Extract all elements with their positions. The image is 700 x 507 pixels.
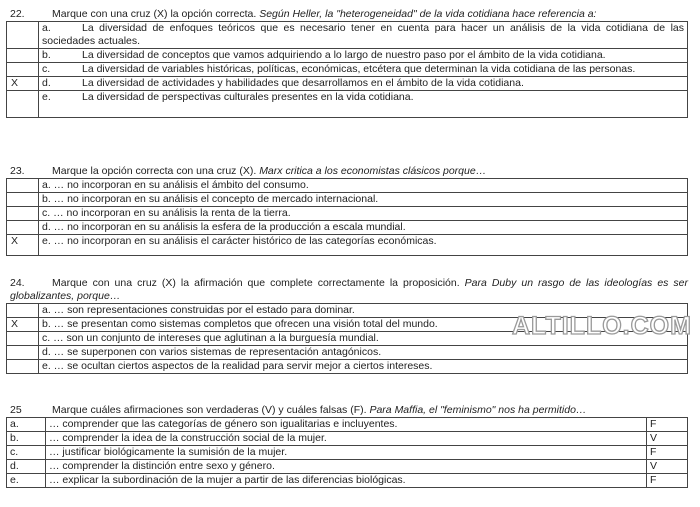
question-22-header — [6, 8, 688, 21]
option-row-d — [7, 346, 688, 360]
true-false-answer[interactable]: F — [647, 474, 688, 488]
question-24-header — [6, 277, 688, 303]
options-table — [6, 178, 688, 256]
option-text: b. … se presentan como sistemas completos que ofrecen una visión total del mundo. — [39, 318, 688, 332]
option-letter: b. — [42, 49, 51, 61]
answer-mark-cell[interactable]: X — [7, 77, 39, 91]
option-text: La diversidad de enfoques teóricos que es necesario tener en cuenta para hacer un análisis de la vida cotidiana de las sociedades actuales. — [42, 22, 684, 47]
question-prompt: Para Maffia, el "feminismo" nos ha permitido… — [369, 404, 587, 416]
statement-row-b — [7, 432, 688, 446]
answer-mark-cell[interactable] — [7, 207, 39, 221]
options-table — [6, 21, 688, 118]
question-instruction: Marque con una cruz (X) la afirmación que complete correctamente la proposición. — [52, 277, 460, 289]
statement-row-a — [7, 418, 688, 432]
question-instruction: Marque la opción correcta con una cruz (X). — [52, 165, 257, 177]
option-row-d — [7, 221, 688, 235]
option-row-c — [7, 207, 688, 221]
statement-text: … comprender que las categorías de género son igualitarias e incluyentes. — [46, 418, 647, 432]
true-false-answer[interactable]: F — [647, 446, 688, 460]
answer-mark-cell[interactable] — [7, 304, 39, 318]
answer-mark-cell[interactable] — [7, 91, 39, 118]
statement-letter: a. — [7, 418, 46, 432]
option-text: b. … no incorporan en su análisis el concepto de mercado internacional. — [39, 193, 688, 207]
question-25 — [6, 404, 688, 488]
statement-letter: e. — [7, 474, 46, 488]
option-row-e — [7, 91, 688, 118]
question-instruction: Marque cuáles afirmaciones son verdaderas (V) y cuáles falsas (F). — [52, 404, 367, 416]
question-25-header — [6, 404, 688, 417]
question-number: 25 — [10, 404, 22, 416]
question-prompt: Según Heller, la "heterogeneidad" de la vida cotidiana hace referencia a: — [259, 8, 597, 20]
true-false-answer[interactable]: F — [647, 418, 688, 432]
statement-letter: b. — [7, 432, 46, 446]
option-row-b — [7, 193, 688, 207]
question-22 — [6, 8, 688, 118]
statement-row-d — [7, 460, 688, 474]
option-text: La diversidad de conceptos que vamos adquiriendo a lo largo de nuestro paso por el ámbito de la vida cotidiana. — [82, 49, 606, 61]
option-text: d. … no incorporan en su análisis la esfera de la producción a escala mundial. — [39, 221, 688, 235]
statement-row-e — [7, 474, 688, 488]
option-row-a — [7, 179, 688, 193]
watermark-logo: ALTILLO.COM — [512, 312, 692, 340]
question-prompt: Marx critica a los economistas clásicos porque… — [259, 165, 487, 177]
option-text: d. … se superponen con varios sistemas de representación antagónicos. — [39, 346, 688, 360]
question-23 — [6, 165, 688, 256]
option-text: c. … no incorporan en su análisis la renta de la tierra. — [39, 207, 688, 221]
statement-text: … explicar la subordinación de la mujer a partir de las diferencias biológicas. — [46, 474, 647, 488]
statement-text: … comprender la idea de la construcción social de la mujer. — [46, 432, 647, 446]
options-table — [6, 303, 688, 374]
option-letter: a. — [42, 22, 51, 34]
question-instruction: Marque con una cruz (X) la opción correcta. — [52, 8, 257, 20]
option-row-e — [7, 235, 688, 256]
option-row-d — [7, 77, 688, 91]
option-row-a — [7, 304, 688, 318]
question-number: 24. — [10, 277, 25, 289]
option-text: e. … se ocultan ciertos aspectos de la realidad para servir mejor a ciertos intereses. — [39, 360, 688, 374]
option-row-a — [7, 22, 688, 49]
statement-text: … comprender la distinción entre sexo y género. — [46, 460, 647, 474]
true-false-table — [6, 417, 688, 488]
statement-letter: c. — [7, 446, 46, 460]
question-23-header — [6, 165, 688, 178]
question-number: 23. — [10, 165, 25, 177]
option-letter: e. — [42, 91, 51, 103]
option-text: La diversidad de perspectivas culturales presentes en la vida cotidiana. — [82, 91, 414, 103]
answer-mark-cell[interactable] — [7, 346, 39, 360]
option-text: e. … no incorporan en su análisis el carácter histórico de las categorías económicas. — [39, 235, 688, 256]
question-number: 22. — [10, 8, 25, 20]
option-text: La diversidad de actividades y habilidades que desarrollamos en el ámbito de la vida cotidiana. — [82, 77, 524, 89]
option-letter: d. — [42, 77, 51, 89]
option-text: La diversidad de variables históricas, políticas, económicas, etcétera que determinan la vida cotidiana de las personas. — [82, 63, 636, 75]
option-text: c. … son un conjunto de intereses que aglutinan a la burguesía mundial. — [39, 332, 688, 346]
true-false-answer[interactable]: V — [647, 432, 688, 446]
statement-letter: d. — [7, 460, 46, 474]
option-row-c — [7, 63, 688, 77]
option-letter: c. — [42, 63, 51, 75]
option-row-b — [7, 318, 688, 332]
answer-mark-cell[interactable] — [7, 179, 39, 193]
answer-mark-cell[interactable] — [7, 63, 39, 77]
answer-mark-cell[interactable] — [7, 193, 39, 207]
statement-text: … justificar biológicamente la sumisión de la mujer. — [46, 446, 647, 460]
answer-mark-cell[interactable] — [7, 360, 39, 374]
question-prompt: Para Duby un rasgo de las ideologías es ser globalizantes, porque… — [10, 277, 688, 302]
answer-mark-cell[interactable]: X — [7, 318, 39, 332]
answer-mark-cell[interactable] — [7, 22, 39, 49]
answer-mark-cell[interactable] — [7, 221, 39, 235]
true-false-answer[interactable]: V — [647, 460, 688, 474]
answer-mark-cell[interactable]: X — [7, 235, 39, 256]
answer-mark-cell[interactable] — [7, 49, 39, 63]
answer-mark-cell[interactable] — [7, 332, 39, 346]
option-row-e — [7, 360, 688, 374]
option-row-c — [7, 332, 688, 346]
option-text: a. … no incorporan en su análisis el ámbito del consumo. — [39, 179, 688, 193]
statement-row-c — [7, 446, 688, 460]
question-24 — [6, 277, 688, 374]
option-text: a. … son representaciones construidas por el estado para dominar. — [39, 304, 688, 318]
option-row-b — [7, 49, 688, 63]
